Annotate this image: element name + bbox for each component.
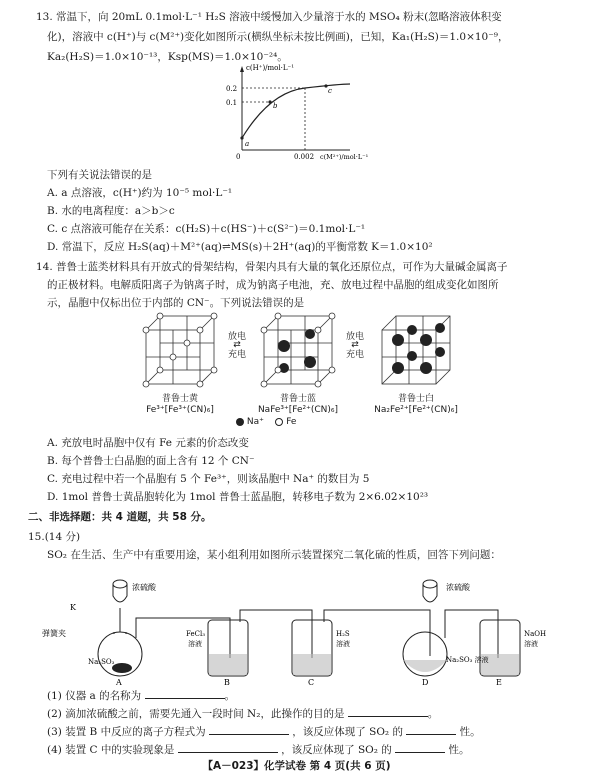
chart-y-tick-1: 0.2 <box>226 85 238 93</box>
label-d: D <box>422 678 429 687</box>
chart-label-a: a <box>245 140 250 148</box>
q15-sub-4 <box>47 742 575 757</box>
q15-sub-4-tail: ，该反应体现了 SO₂ 的 <box>281 744 392 756</box>
chart-point-a <box>240 136 243 139</box>
label-spring-clip: 弹簧夹 <box>42 629 66 638</box>
legend-fe-dot <box>275 418 283 426</box>
crystal-3-name: 普鲁士白 <box>397 394 434 404</box>
q15-sub-3 <box>47 724 575 739</box>
q13-option-a: A. a 点溶液，c(H⁺)约为 10⁻⁵ mol·L⁻¹ <box>47 187 233 199</box>
q13-option-d: D. 常温下，反应 H₂S(aq)＋M²⁺(aq)⇌MS(s)＋2H⁺(aq)的平衡常数 K＝1.0×10² <box>47 241 433 253</box>
chart-point-b <box>268 100 271 103</box>
label-c: C <box>308 678 315 687</box>
q14-stem-line-1: 14. 普鲁士蓝类材料具有开放式的骨架结构，骨架内具有大量的氧化还原位点，可作为大量碱金属离子 <box>36 261 508 273</box>
q15-sub-2-text: (2) 滴加浓硫酸之前，需要先通入一段时间 N₂，此操作的目的是 <box>47 708 345 720</box>
arrow-charge-2: 充电 <box>345 350 364 360</box>
q15-sub-1-blank[interactable] <box>145 688 225 699</box>
arrow-discharge-1: 放电 <box>227 332 246 342</box>
q15-sub-4-end: 性。 <box>448 744 470 756</box>
q14-option-d: D. 1mol 普鲁士黄晶胞转化为 1mol 普鲁士蓝晶胞，转移电子数为 2×6.02×10²³ <box>47 491 429 503</box>
crystal-1-name: 普鲁士黄 <box>161 394 198 404</box>
q15-sub-1: (1) 仪器 a 的名称为 。 <box>47 690 235 702</box>
chart-curve <box>242 84 350 138</box>
crystal-prussian-yellow <box>140 310 220 390</box>
label-fecl3: FeCl₃ <box>186 630 206 638</box>
chart-label-c: c <box>328 87 332 95</box>
label-conc-h2so4-a: 浓硫酸 <box>132 583 156 592</box>
chart-y-label: c(H⁺)/mol·L⁻¹ <box>246 64 295 72</box>
label-na2so3-sol: Na₂SO₃ 溶液 <box>446 656 489 664</box>
q15-sub-3-end: 性。 <box>459 726 481 738</box>
q14-option-b: B. 每个普鲁士白晶胞的面上含有 12 个 CN⁻ <box>47 455 255 467</box>
q13-option-b: B. 水的电离程度：a＞b＞c <box>47 205 175 217</box>
chart-x-tick: 0.002 <box>294 153 315 161</box>
chart-origin: 0 <box>236 153 241 161</box>
q15-sub-3-tail: ，该反应体现了 SO₂ 的 <box>292 726 403 738</box>
arrow-symbol-1: ⇄ <box>233 340 241 350</box>
chart-x-label: c(M²⁺)/mol·L⁻¹ <box>320 153 369 161</box>
q15-sub-1-text: (1) 仪器 a 的名称为 <box>47 690 142 702</box>
q13-stem-line-1: 13. 常温下，向 20mL 0.1mol·L⁻¹ H₂S 溶液中缓慢加入少量溶于水的 MSO₄ 粉末(忽略溶液体积变 <box>36 11 502 23</box>
label-h2s-sol: 溶液 <box>336 640 350 648</box>
q13-stem-line-2: 化)，溶液中 c(H⁺)与 c(M²⁺)变化如图所示(横纵坐标未按比例画)，已知，Ka₁(H₂S)＝1.0×10⁻⁹， <box>47 31 509 43</box>
q13-stem-line-3: Ka₂(H₂S)＝1.0×10⁻¹³，Ksp(MS)＝1.0×10⁻²⁴。 <box>47 51 288 63</box>
label-k: K <box>70 603 76 612</box>
crystal-2-formula: NaFe³⁺[Fe²⁺(CN)₆] <box>257 405 339 415</box>
label-naoh-sol: 溶液 <box>524 640 538 648</box>
label-na2so3: Na₂SO₃ <box>88 658 115 666</box>
section-2-title: 二、非选择题：共 4 道题，共 58 分。 <box>28 511 212 523</box>
q14-option-c: C. 充电过程中若一个晶胞有 5 个 Fe³⁺，则该晶胞中 Na⁺ 的数目为 5 <box>47 473 370 485</box>
label-conc-h2so4-d: 浓硫酸 <box>446 583 470 592</box>
q15-sub-4-text: (4) 装置 C 中的实验现象是 <box>47 744 175 756</box>
arrow-symbol-2: ⇄ <box>351 340 359 350</box>
label-b: B <box>224 678 230 687</box>
crystal-1-formula: Fe³⁺[Fe³⁺(CN)₆] <box>146 405 214 415</box>
q13-chart <box>226 62 370 164</box>
page-footer: 【A－023】化学试卷 第 4 页(共 6 页) <box>202 760 391 772</box>
q15-sub-2: (2) 滴加浓硫酸之前，需要先通入一段时间 N₂，此操作的目的是 。 <box>47 708 439 720</box>
crystal-2-name: 普鲁士蓝 <box>279 394 316 404</box>
q14-stem-line-3: 示，晶胞中仅标出位于内部的 CN⁻。下列说法错误的是 <box>47 297 305 309</box>
label-naoh: NaOH <box>524 630 547 638</box>
crystal-prussian-blue <box>258 310 338 390</box>
q15-sub-3-blank-2[interactable] <box>406 724 456 735</box>
q15-apparatus <box>40 574 560 686</box>
crystal-prussian-white <box>376 310 456 390</box>
q15-sub-3-blank-1[interactable] <box>209 724 289 735</box>
q13-prompt: 下列有关说法错误的是 <box>47 169 152 181</box>
crystal-3-formula: Na₂Fe²⁺[Fe²⁺(CN)₆] <box>374 405 458 415</box>
q13-option-c: C. c 点溶液可能存在关系：c(H₂S)＋c(HS⁻)＋c(S²⁻)＝0.1mol·L⁻¹ <box>47 223 366 235</box>
q15-number: 15.(14 分) <box>28 531 81 543</box>
q14-stem-line-2: 的正极材料。电解质阳离子为钠离子时，成为钠离子电池，充、放电过程中晶胞的组成变化如图所 <box>47 279 499 291</box>
q15-sub-3-text: (3) 装置 B 中反应的离子方程式为 <box>47 726 206 738</box>
crystal-legend <box>236 417 296 427</box>
chart-y-arrow <box>240 66 244 72</box>
chart-label-b: b <box>273 102 278 110</box>
arrow-charge-1: 充电 <box>227 350 246 360</box>
q15-sub-4-blank-2[interactable] <box>395 742 445 753</box>
label-a: A <box>116 678 122 687</box>
legend-fe-label: Fe <box>286 417 297 427</box>
legend-na-dot <box>236 418 244 426</box>
arrow-discharge-2: 放电 <box>345 332 364 342</box>
q15-sub-4-blank-1[interactable] <box>178 742 278 753</box>
legend-na-label: Na⁺ <box>246 417 264 427</box>
label-h2s: H₂S <box>336 630 350 638</box>
label-fecl3-sol: 溶液 <box>188 640 202 648</box>
q15-sub-2-blank[interactable] <box>348 706 428 717</box>
label-e: E <box>496 678 502 687</box>
q15-intro: SO₂ 在生活、生产中有重要用途，某小组利用如图所示装置探究二氧化硫的性质，回答下列问题： <box>47 549 501 561</box>
q14-option-a: A. 充放电时晶胞中仅有 Fe 元素的价态改变 <box>47 437 249 449</box>
chart-y-tick-2: 0.1 <box>226 99 238 107</box>
